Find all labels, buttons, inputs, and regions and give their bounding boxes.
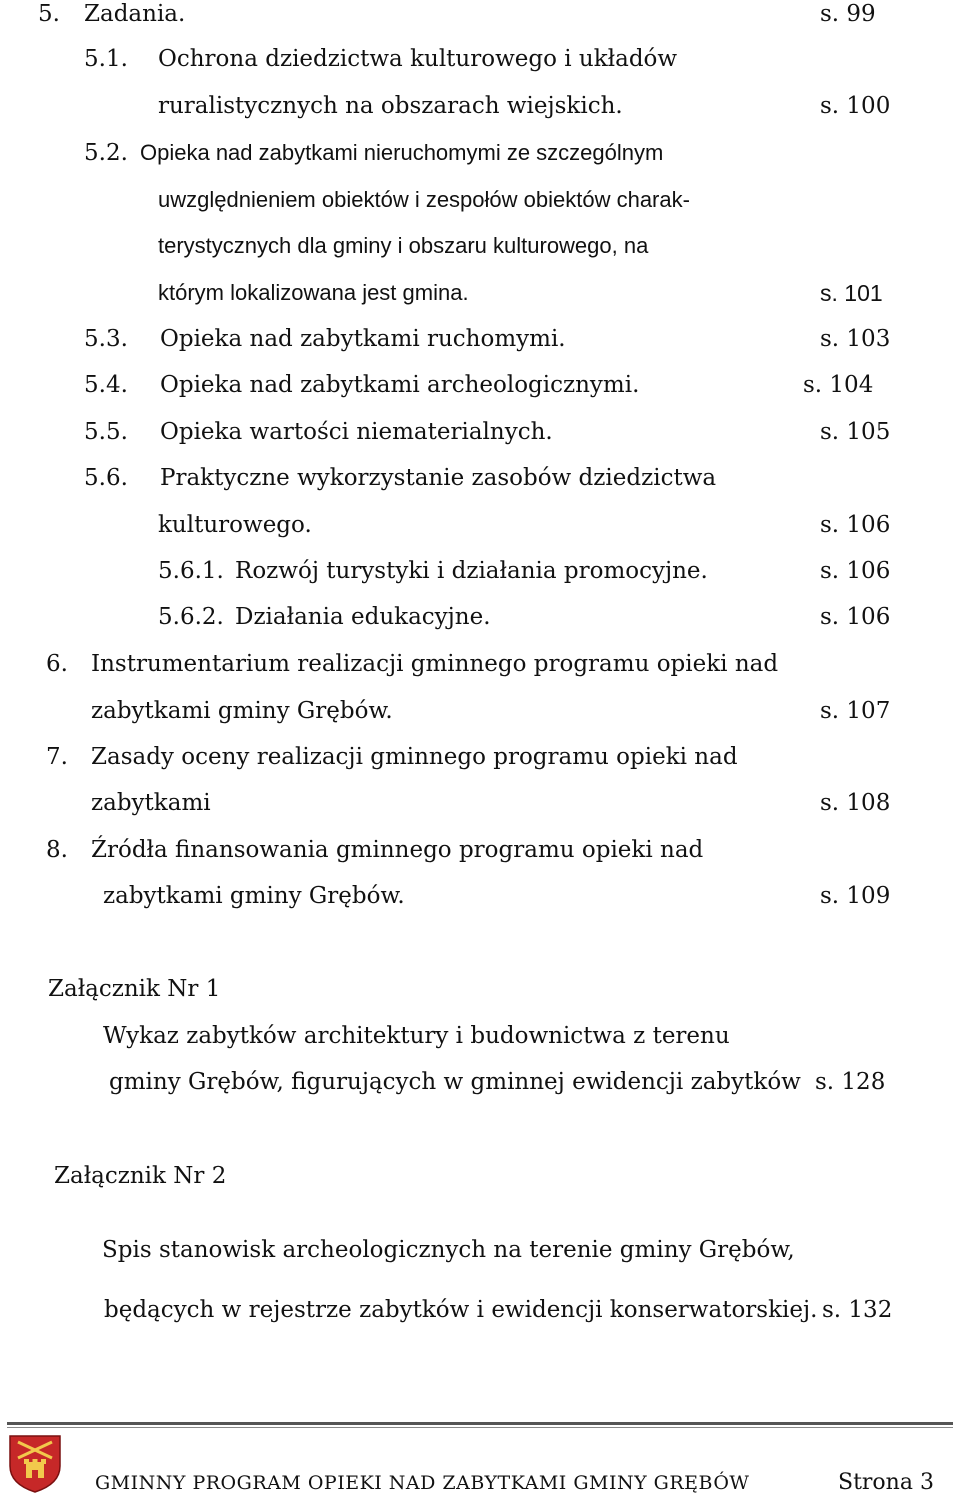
footer-rule — [7, 1427, 953, 1428]
toc-entry-text: Instrumentarium realizacji gminnego programu opieki nad — [91, 651, 779, 677]
toc-page: s. 107 — [820, 698, 891, 724]
toc-page: s. 106 — [820, 604, 891, 630]
toc-entry-text: Praktyczne wykorzystanie zasobów dziedzictwa — [160, 465, 717, 491]
toc-num: 5.6.2. — [158, 604, 224, 630]
toc-entry-text: Zasady oceny realizacji gminnego programu opieki nad — [91, 744, 738, 770]
toc-entry-text: zabytkami gminy Grębów. — [103, 883, 405, 909]
toc-entry-text: Źródła finansowania gminnego programu opieki nad — [91, 837, 704, 863]
annex-line: gminy Grębów, figurujących w gminnej ewidencji zabytków — [109, 1069, 801, 1095]
toc-page: s. 104 — [803, 372, 874, 398]
toc-entry-text: ruralistycznych na obszarach wiejskich. — [158, 93, 623, 119]
toc-entry-text: Opieka wartości niematerialnych. — [160, 419, 553, 445]
toc-page: s. 106 — [820, 558, 891, 584]
toc-num: 5. — [38, 1, 60, 27]
toc-page: s. 99 — [820, 1, 876, 27]
toc-entry-text: zabytkami — [91, 790, 211, 816]
toc-num: 5.1. — [84, 46, 128, 72]
toc-page: s. 106 — [820, 512, 891, 538]
annex-title: Załącznik Nr 2 — [54, 1163, 227, 1189]
toc-page: s. 105 — [820, 419, 891, 445]
toc-num: 5.6. — [84, 465, 128, 491]
toc-entry-text: Rozwój turystyki i działania promocyjne. — [235, 558, 708, 584]
annex-title: Załącznik Nr 1 — [48, 976, 221, 1002]
toc-entry-text: terystycznych dla gminy i obszaru kulturowego, na — [158, 233, 649, 258]
toc-page: s. 101 — [820, 280, 883, 306]
toc-num: 7. — [46, 744, 68, 770]
annex-page: s. 132 — [822, 1297, 893, 1323]
toc-entry-text: zabytkami gminy Grębów. — [91, 698, 393, 724]
toc-entry-text: Działania edukacyjne. — [235, 604, 491, 630]
toc-num: 6. — [46, 651, 68, 677]
toc-num: 5.2. — [84, 140, 128, 166]
toc-num: 5.5. — [84, 419, 128, 445]
annex-line: Wykaz zabytków architektury i budownictwa z terenu — [103, 1023, 730, 1049]
annex-line: Spis stanowisk archeologicznych na terenie gminy Grębów, — [102, 1237, 795, 1263]
toc-entry-text: kulturowego. — [158, 512, 312, 538]
toc-entry-text: Opieka nad zabytkami archeologicznymi. — [160, 372, 640, 398]
footer-page-number: Strona 3 — [838, 1470, 934, 1495]
toc-page: s. 109 — [820, 883, 891, 909]
toc-entry-text: Zadania. — [84, 1, 186, 27]
toc-entry-text: Opieka nad zabytkami ruchomymi. — [160, 326, 566, 352]
toc-num: 5.4. — [84, 372, 128, 398]
toc-num: 5.6.1. — [158, 558, 224, 584]
toc-num: 8. — [46, 837, 68, 863]
toc-entry-text: uwzględnieniem obiektów i zespołów obiektów charak- — [158, 187, 690, 212]
footer-rule — [7, 1422, 953, 1425]
annex-line: będących w rejestrze zabytków i ewidencji konserwatorskiej. — [104, 1297, 818, 1323]
crest-icon — [4, 1432, 66, 1494]
annex-page: s. 128 — [815, 1069, 886, 1095]
toc-entry-text: Ochrona dziedzictwa kulturowego i układów — [158, 46, 678, 72]
toc-entry-text: którym lokalizowana jest gmina. — [158, 280, 469, 305]
toc-page: s. 103 — [820, 326, 891, 352]
toc-entry-text: Opieka nad zabytkami nieruchomymi ze szczególnym — [140, 140, 664, 165]
toc-page: s. 108 — [820, 790, 891, 816]
toc-num: 5.3. — [84, 326, 128, 352]
footer-title: GMINNY PROGRAM OPIEKI NAD ZABYTKAMI GMINY GRĘBÓW — [95, 1472, 750, 1494]
toc-page: s. 100 — [820, 93, 891, 119]
